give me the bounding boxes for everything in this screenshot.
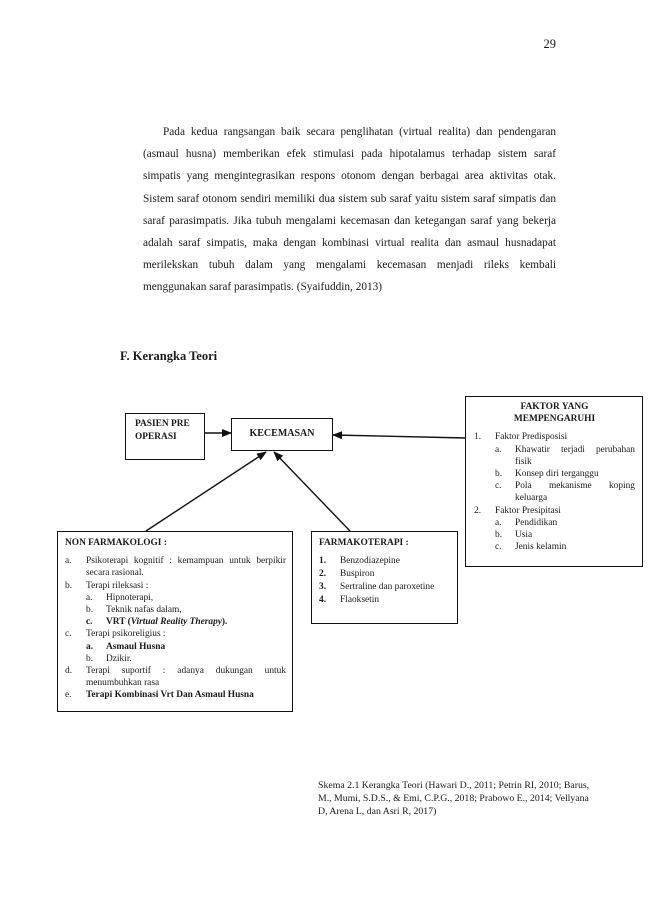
arrow-faktor-kecemasan [333, 435, 466, 438]
faktor-list [474, 431, 635, 553]
non-farmakologi-subitem: c. VRT (Virtual Reality Therapy). [86, 617, 228, 628]
faktor-item: 1. Faktor Predisposisi a. Khawatir terjadi perubahan fisik b. Konsep diri terganggu c. Pola mekanisme koping keluarga [474, 432, 635, 504]
faktor-item: 2. Faktor Presipitasi a. Pendidikan b. Usia c. Jenis kelamin [474, 505, 635, 554]
non-farmakologi-list [65, 555, 286, 701]
non-farmakologi-title: NON FARMAKOLOGI : [65, 538, 167, 548]
faktor-box [465, 396, 643, 567]
non-farmakologi-item: c. Terapi psikoreligius : a. Asmaul Husna b. Dzikir. [65, 628, 286, 665]
farmakoterapi-item: 4. Flaoksetin [319, 595, 380, 606]
farmakoterapi-title: FARMAKOTERAPI : [319, 538, 409, 548]
faktor-title: FAKTOR YANG MEMPENGARUHI [513, 402, 596, 425]
faktor-subitem: b. Usia [495, 530, 533, 541]
farmakoterapi-box [311, 531, 458, 624]
faktor-item-label: Faktor Presipitasi [495, 505, 561, 516]
non-farmakologi-item: e. Terapi Kombinasi Vrt Dan Asmaul Husna [65, 690, 254, 701]
farmakoterapi-list [319, 555, 451, 607]
non-farmakologi-subitem: a. Asmaul Husna [86, 641, 166, 652]
paragraph-text: Pada kedua rangsangan baik secara penglihatan (virtual realita) dan pendengaran (asmaul husna) memberikan efek stimulasi pada hipotalamus terhadap sistem saraf simpatis yang mengintegrasikan respons otonom dengan berbagai area aktivitas otak. Sistem saraf otonom sendiri memiliki dua sistem sub saraf yaitu sistem saraf simpatis dan saraf parasimpatis. Jika tubuh mengalami kecemasan dan ketegangan saraf yang bekerja adalah saraf simpatis, maka dengan kombinasi virtual realita dan asmaul husnadapat merilekskan tubuh dalam yang mengalami kecemasan menjadi rileks kembali menggunakan saraf parasimpatis. (Syaifuddin, 2013) [143, 126, 556, 294]
kecemasan-box [231, 418, 333, 451]
faktor-subitem: a. Pendidikan [495, 517, 558, 528]
pasien-label: PASIEN PRE OPERASI [135, 419, 190, 443]
non-farmakologi-subitem: b. Dzikir. [86, 653, 132, 664]
figure-caption: Skema 2.1 Kerangka Teori (Hawari D., 2011; Petrin RI, 2010; Barus, M., Mumi, S.D.S., & Emi, C.P.G., 2018; Prabowo E., 2014; Vellyana D, Arena L, dan Asri R, 2017) [318, 780, 590, 817]
non-farmakologi-box [57, 531, 293, 712]
pasien-box [125, 413, 205, 460]
section-heading: F. Kerangka Teori [120, 349, 218, 363]
farmakoterapi-item: 1. Benzodiazepine [319, 556, 400, 567]
faktor-subitem: a. Khawatir terjadi perubahan fisik [495, 444, 635, 467]
arrow-farmakoterapi-kecemasan [274, 452, 350, 531]
non-farmakologi-item: d. Terapi suportif : adanya dukungan untuk menumbuhkan rasa [65, 666, 286, 689]
faktor-subitem: c. Pola mekanisme koping keluarga [495, 481, 635, 504]
non-farmakologi-item: a. Psikoterapi kognitif : kemampuan untuk berpikir secara rasional. [65, 556, 286, 579]
farmakoterapi-item: 3. Sertraline dan paroxetine [319, 582, 435, 593]
farmakoterapi-item: 2. Buspiron [319, 569, 375, 580]
faktor-item-label: Faktor Predisposisi [495, 432, 568, 443]
faktor-subitem: c. Jenis kelamin [495, 542, 567, 553]
non-farmakologi-subitem: b. Teknik nafas dalam, [86, 605, 182, 616]
arrow-nonfarmakologi-kecemasan [146, 452, 266, 531]
faktor-subitem: b. Konsep diri terganggu [495, 469, 599, 480]
non-farmakologi-item: b. Terapi rileksasi : a. Hipnoterapi, b. Teknik nafas dalam, c. VRT (Virtual Reality Therapy). [65, 580, 286, 629]
page-number: 29 [543, 37, 556, 51]
non-farmakologi-subitem: a. Hipnoterapi, [86, 592, 154, 603]
kecemasan-label: KECEMASAN [249, 428, 315, 439]
